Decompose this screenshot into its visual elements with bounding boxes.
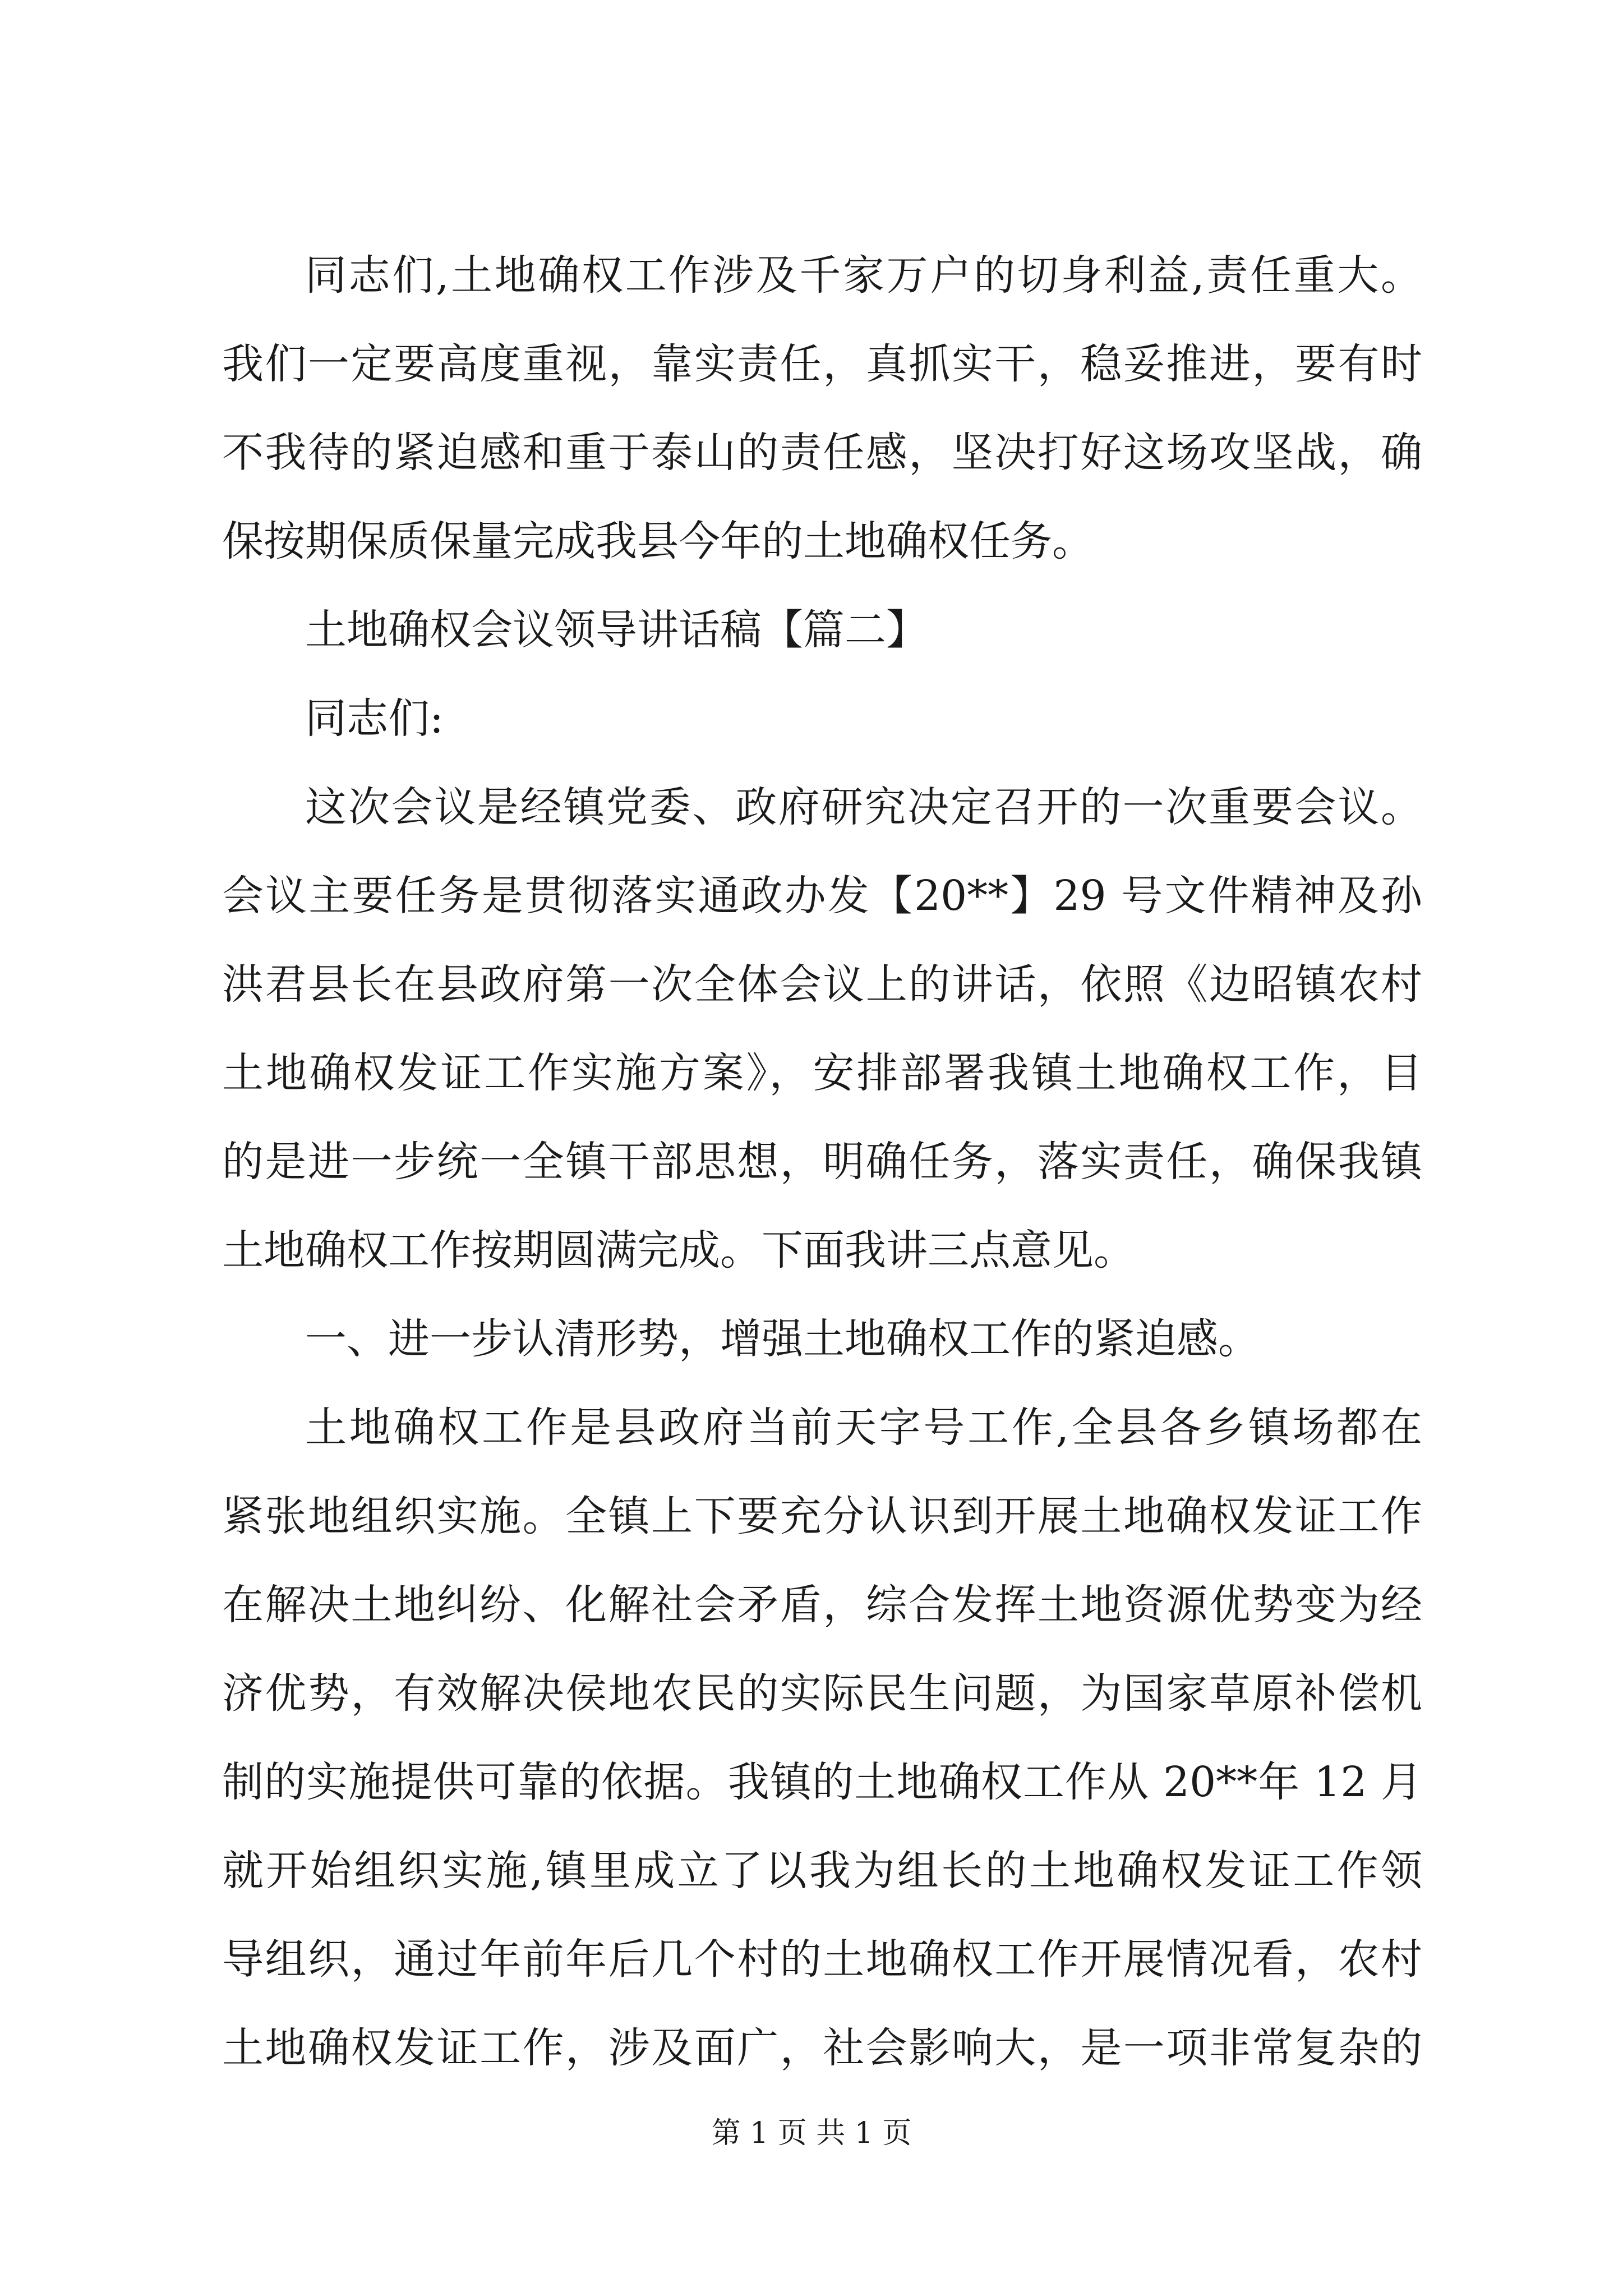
text-line: 同志们:	[305, 694, 444, 743]
text-line: 我们一定要高度重视，靠实责任，真抓实干，稳妥推进，要有时	[222, 340, 1422, 388]
text-line: 同志们,土地确权工作涉及千家万户的切身利益,责任重大。	[305, 251, 1422, 300]
text-line: 洪君县长在县政府第一次全体会议上的讲话，依照《边昭镇农村	[222, 960, 1422, 1009]
text-line: 土地确权会议领导讲话稿【篇二】	[305, 606, 928, 654]
document-body	[222, 231, 1422, 2092]
text-line: 导组织，通过年前年后几个村的土地确权工作开展情况看，农村	[222, 1935, 1422, 1984]
text-line: 不我待的紧迫感和重于泰山的责任感，坚决打好这场攻坚战，确	[222, 429, 1422, 477]
page-footer: 第 1 页 共 1 页	[711, 2116, 912, 2150]
text-line: 紧张地组织实施。全镇上下要充分认识到开展土地确权发证工作	[222, 1492, 1422, 1540]
text-line: 这次会议是经镇党委、政府研究决定召开的一次重要会议。	[305, 783, 1422, 831]
text-line: 在解决土地纠纷、化解社会矛盾，综合发挥土地资源优势变为经	[222, 1581, 1422, 1629]
text-line: 济优势，有效解决侯地农民的实际民生问题，为国家草原补偿机	[222, 1669, 1422, 1718]
text-line: 土地确权工作是县政府当前天字号工作,全县各乡镇场都在	[305, 1404, 1422, 1452]
text-line: 土地确权发证工作，涉及面广，社会影响大，是一项非常复杂的	[222, 2024, 1422, 2072]
text-line: 一、进一步认清形势，增强土地确权工作的紧迫感。	[305, 1315, 1260, 1363]
text-line: 会议主要任务是贯彻落实通政办发【20**】29 号文件精神及孙	[222, 872, 1422, 920]
text-line: 保按期保质保量完成我县今年的土地确权任务。	[222, 517, 1094, 565]
text-line: 土地确权发证工作实施方案》，安排部署我镇土地确权工作，目	[222, 1049, 1422, 1097]
text-line: 制的实施提供可靠的依据。我镇的土地确权工作从 20**年 12 月	[222, 1758, 1422, 1806]
text-line: 就开始组织实施,镇里成立了以我为组长的土地确权发证工作领	[222, 1847, 1422, 1895]
text-line: 土地确权工作按期圆满完成。下面我讲三点意见。	[222, 1226, 1135, 1274]
text-line: 的是进一步统一全镇干部思想，明确任务，落实责任，确保我镇	[222, 1138, 1422, 1186]
